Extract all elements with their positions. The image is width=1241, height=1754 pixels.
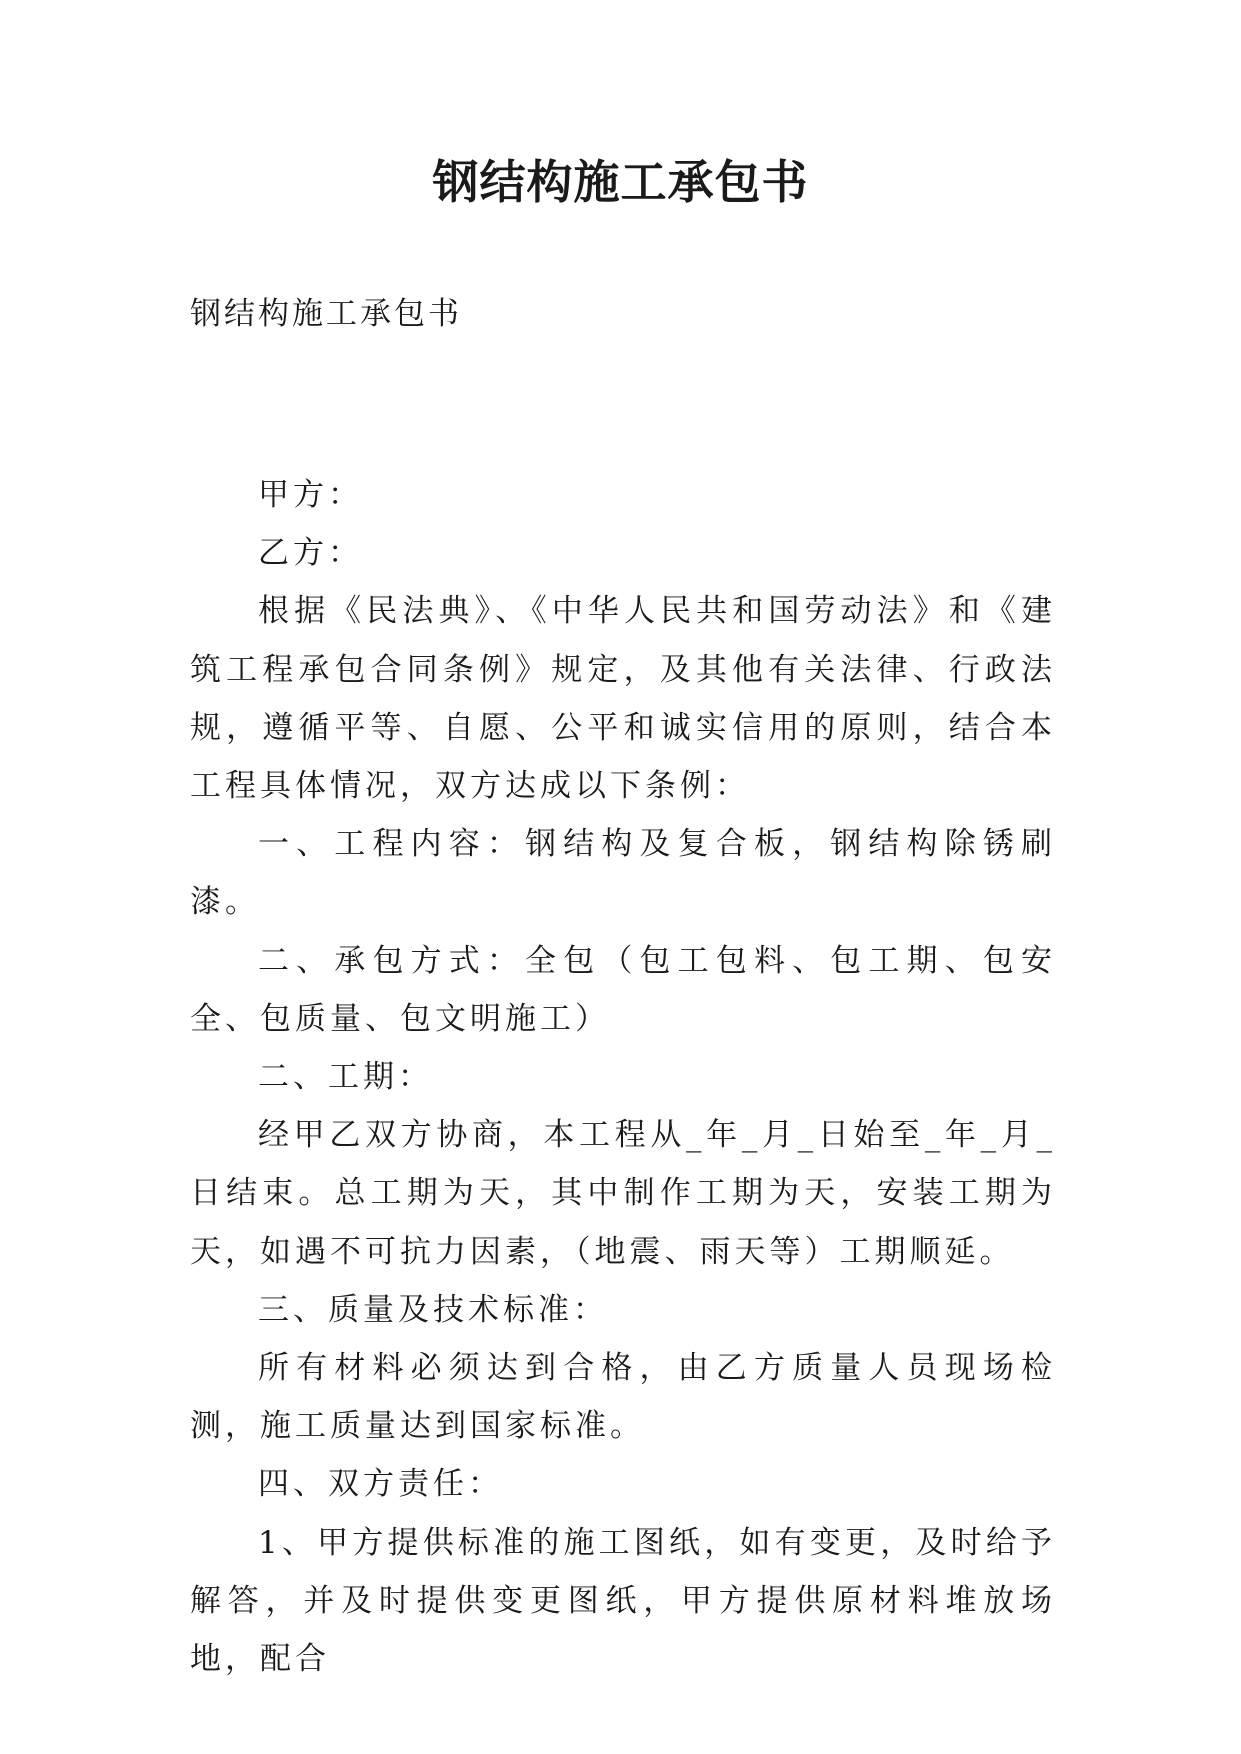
clause-duration-text: 经甲乙双方协商，本工程从_年_月_日始至_年_月_日结束。总工期为天，其中制作工期为天，安装工期为天，如遇不可抗力因素，（地震、雨天等）工期顺延。: [190, 1117, 1056, 1270]
preamble-paragraph: 根据《民法典》、《中华人民共和国劳动法》和《建筑工程承包合同条例》规定，及其他有关法律、行政法规，遵循平等、自愿、公平和诚实信用的原则，结合本工程具体情况，双方达成以下条例：: [190, 593, 1056, 805]
clause-quality-heading: 三、质量及技术标准：: [258, 1291, 608, 1328]
clause-duration-heading: 二、工期：: [258, 1059, 433, 1096]
clause-responsibilities-heading: 四、双方责任：: [258, 1466, 503, 1503]
clause-quality-text: 所有材料必须达到合格，由乙方质量人员现场检测，施工质量达到国家标准。: [190, 1350, 1056, 1445]
document-title: 钢结构施工承包书: [432, 155, 809, 209]
document-body: [190, 466, 1056, 1688]
clause-contract-method: 二、承包方式：全包（包工包料、包工期、包安全、包质量、包文明施工）: [190, 942, 1056, 1037]
document-subtitle: 钢结构施工承包书: [190, 296, 462, 332]
clause-project-content: 一、工程内容：钢结构及复合板，钢结构除锈刷漆。: [190, 826, 1056, 921]
clause-responsibility-1: 1、甲方提供标准的施工图纸，如有变更，及时给予解答，并及时提供变更图纸，甲方提供原材料堆放场地，配合: [190, 1524, 1056, 1678]
party-a-line: 甲方：: [258, 477, 363, 513]
party-b-line: 乙方：: [258, 535, 363, 572]
